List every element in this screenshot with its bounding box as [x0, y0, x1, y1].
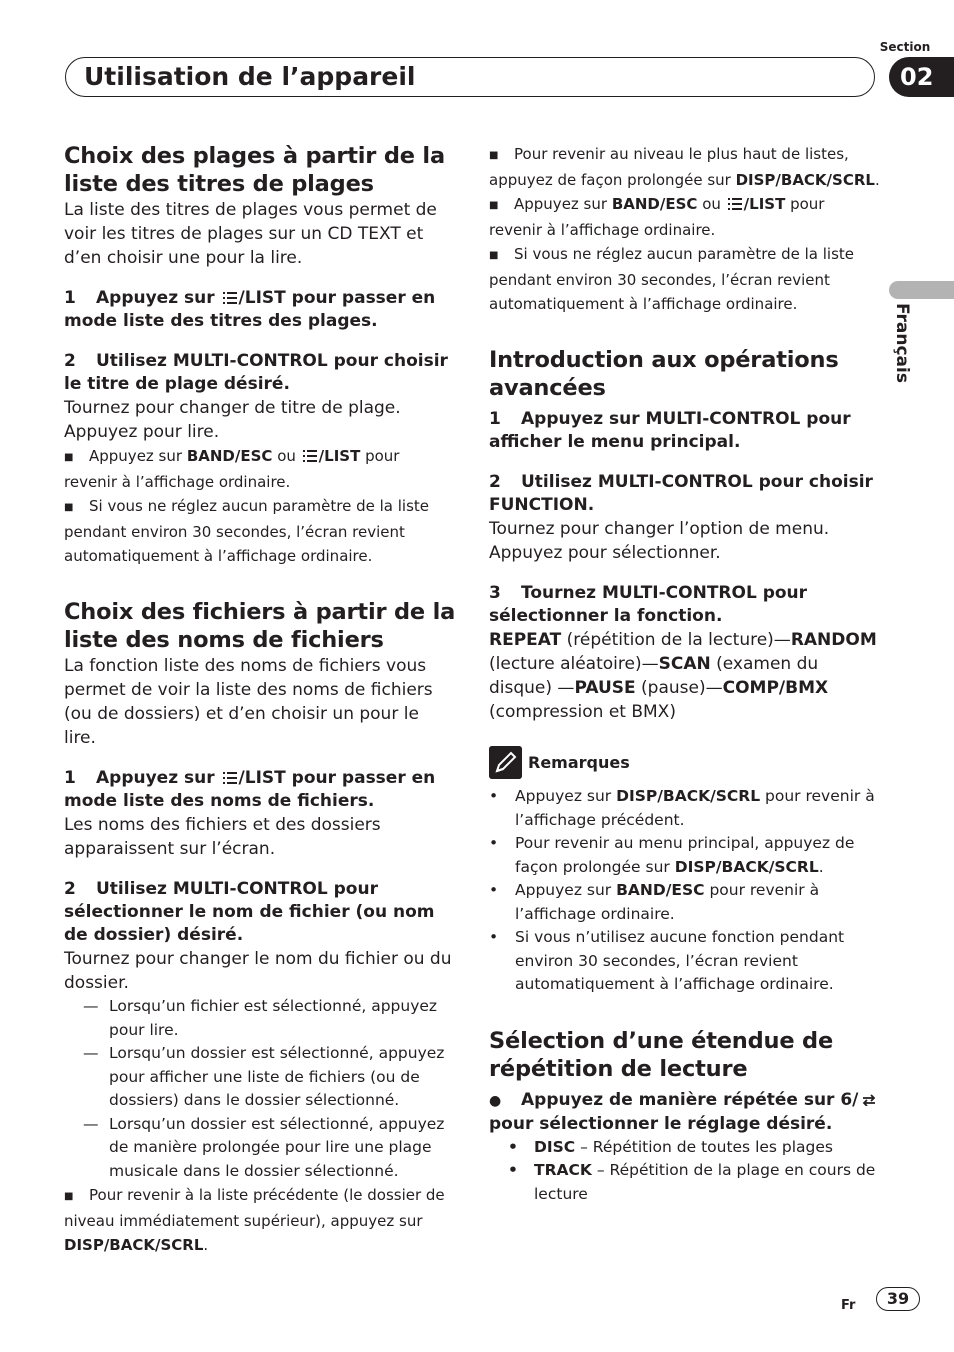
- note-bullet: • Appuyez sur DISP/BACK/SCRL pour revenir à l’affichage précédent.: [489, 787, 875, 829]
- footer-language: Fr: [841, 1298, 856, 1313]
- dash-item: — Lorsqu’un dossier est sélectionné, appuyez de manière prolongée pour lire une plage musicale dans le dossier sélectionné.: [83, 1114, 445, 1180]
- note-item: ■ Pour revenir au niveau le plus haut de listes, appuyez de façon prolongée sur DISP/BACK/SCRL.: [489, 145, 880, 189]
- note-item: ■ Si vous ne réglez aucun paramètre de la liste pendant environ 30 secondes, l’écran revient automatiquement à l’affichage ordinaire.: [64, 497, 429, 565]
- section-label: Section: [879, 40, 931, 54]
- note-item: ■ Si vous ne réglez aucun paramètre de la liste pendant environ 30 secondes, l’écran revient automatiquement à l’affichage ordinaire.: [489, 245, 854, 313]
- paragraph: La liste des titres de plages vous permet de voir les titres de plages sur un CD TEXT et d’en choisir une pour la lire.: [64, 200, 437, 268]
- pencil-note-icon: [489, 746, 522, 779]
- step-3: 3 Tournez MULTI-CONTROL pour sélectionner la fonction.: [489, 583, 808, 626]
- function-list: REPEAT (répétition de la lecture)—RANDOM (lecture aléatoire)—SCAN (examen du disque) —PAUSE (pause)—COMP/BMX (compression et BMX): [489, 630, 877, 722]
- paragraph: Tournez pour changer de titre de plage. Appuyez pour lire.: [64, 398, 401, 442]
- dash-item: — Lorsqu’un fichier est sélectionné, appuyez pour lire.: [83, 997, 438, 1039]
- page-title: Utilisation de l’appareil: [84, 62, 416, 91]
- page-number: 39: [876, 1287, 920, 1311]
- notes-title: Remarques: [528, 753, 630, 772]
- paragraph: Les noms des fichiers et des dossiers apparaissent sur l’écran.: [64, 815, 381, 859]
- language-label: Français: [892, 303, 912, 383]
- option-item: • TRACK – Répétition de la plage en cours de lecture: [508, 1161, 876, 1203]
- left-column: [64, 142, 456, 1257]
- list-icon: [223, 772, 237, 784]
- step-bullet: ● Appuyez de manière répétée sur 6/ pour sélectionner le réglage désiré.: [489, 1089, 881, 1136]
- square-bullet-icon: ■: [489, 200, 499, 211]
- paragraph: La fonction liste des noms de fichiers vous permet de voir la liste des noms de fichiers (ou de dossiers) et d’en choisir un pour le lire.: [64, 656, 433, 748]
- heading-advanced: Introduction aux opérations avancées: [489, 347, 839, 401]
- section-number: 02: [889, 57, 954, 97]
- language-tab: [889, 281, 954, 299]
- repeat-icon: [860, 1094, 878, 1106]
- heading-file-list: Choix des fichiers à partir de la liste des noms de fichiers: [64, 599, 456, 653]
- dot-bullet-icon: ●: [489, 1092, 502, 1109]
- paragraph: Tournez pour changer l’option de menu. Appuyez pour sélectionner.: [489, 519, 830, 563]
- note-item: ■ Appuyez sur BAND/ESC ou /LIST pour revenir à l’affichage ordinaire.: [64, 447, 400, 491]
- note-bullet: • Pour revenir au menu principal, appuyez de façon prolongée sur DISP/BACK/SCRL.: [489, 834, 855, 876]
- square-bullet-icon: ■: [64, 452, 74, 463]
- step-1: 1 Appuyez sur MULTI-CONTROL pour afficher le menu principal.: [489, 409, 851, 452]
- option-item: • DISC – Répétition de toutes les plages: [508, 1137, 834, 1156]
- square-bullet-icon: ■: [489, 250, 499, 261]
- note-item: ■ Pour revenir à la liste précédente (le dossier de niveau immédiatement supérieur), appuyez sur DISP/BACK/SCRL.: [64, 1186, 445, 1254]
- step-2: 2 Utilisez MULTI-CONTROL pour choisir le titre de plage désiré.: [64, 351, 448, 394]
- square-bullet-icon: ■: [64, 502, 74, 513]
- list-icon: [303, 450, 317, 462]
- note-item: ■ Appuyez sur BAND/ESC ou /LIST pour revenir à l’affichage ordinaire.: [489, 195, 825, 239]
- notes-header: [489, 746, 881, 779]
- step-2: 2 Utilisez MULTI-CONTROL pour sélectionner le nom de fichier (ou nom de dossier) désiré.: [64, 879, 435, 945]
- right-column: [489, 142, 881, 1206]
- heading-repeat-range: Sélection d’une étendue de répétition de lecture: [489, 1027, 834, 1082]
- square-bullet-icon: ■: [489, 150, 499, 161]
- dash-item: — Lorsqu’un dossier est sélectionné, appuyez pour afficher une liste de fichiers (ou de dossiers) dans le dossier sélectionné.: [83, 1044, 445, 1109]
- step-1: 1 Appuyez sur /LIST pour passer en mode liste des noms de fichiers.: [64, 768, 436, 811]
- note-bullet: • Si vous n’utilisez aucune fonction pendant environ 30 secondes, l’écran revient automatiquement à l’affichage ordinaire.: [489, 928, 845, 993]
- paragraph: Tournez pour changer le nom du fichier ou du dossier.: [64, 949, 452, 993]
- square-bullet-icon: ■: [64, 1191, 74, 1202]
- list-icon: [728, 198, 742, 210]
- step-1: 1 Appuyez sur /LIST pour passer en mode liste des titres des plages.: [64, 288, 436, 331]
- list-icon: [223, 292, 237, 304]
- heading-track-list: Choix des plages à partir de la liste des titres de plages: [64, 143, 445, 197]
- step-2: 2 Utilisez MULTI-CONTROL pour choisir FUNCTION.: [489, 472, 873, 515]
- note-bullet: • Appuyez sur BAND/ESC pour revenir à l’affichage ordinaire.: [489, 881, 820, 923]
